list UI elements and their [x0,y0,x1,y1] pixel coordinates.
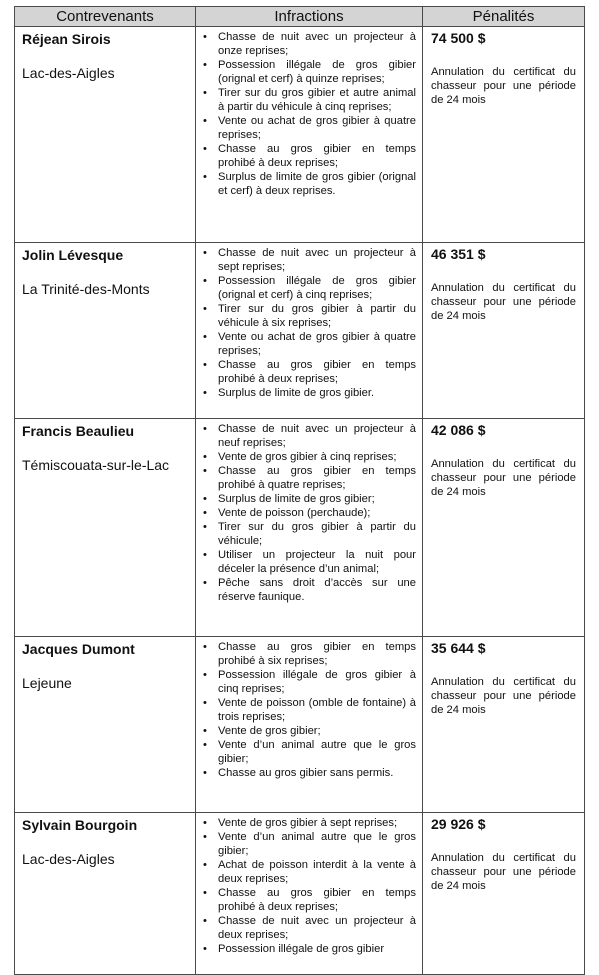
infraction-item: • Vente d’un animal autre que le gros gibier; [203,830,416,858]
offender-cell [15,27,196,243]
penalty-note: Annulation du certificat du chasseur pour une période de 24 mois [431,66,576,106]
offender-cell [15,813,196,975]
infraction-item: • Chasse au gros gibier en temps prohibé à deux reprises; [203,886,416,914]
penalty-cell [423,637,585,813]
infraction-item: • Chasse de nuit avec un projecteur à onze reprises; [203,30,416,58]
offender-name: Sylvain Bourgoin [22,817,138,833]
infraction-item: • Chasse de nuit avec un projecteur à neuf reprises; [203,422,416,450]
infractions-cell [196,27,423,243]
offender-name: Francis Beaulieu [22,423,135,439]
infraction-item: • Vente d’un animal autre que le gros gibier; [203,738,416,766]
infraction-item: • Chasse de nuit avec un projecteur à deux reprises; [203,914,416,942]
infraction-item: • Surplus de limite de gros gibier (orignal et cerf) à deux reprises. [203,170,416,198]
infraction-item: • Possession illégale de gros gibier (orignal et cerf) à cinq reprises; [203,274,416,302]
penalty-amount: 74 500 $ [431,30,486,46]
infraction-item: • Tirer sur du gros gibier à partir du véhicule; [203,520,416,548]
infractions-cell [196,243,423,419]
infraction-item: • Tirer sur du gros gibier à partir du véhicule à six reprises; [203,302,416,330]
table-row [15,243,585,419]
infraction-item: • Vente de gros gibier à cinq reprises; [203,450,416,464]
header-penalties: Pénalités [423,7,585,27]
offenders-table [14,6,585,975]
infractions-cell [196,637,423,813]
offender-name: Jolin Lévesque [22,247,124,263]
infractions-list [203,640,416,780]
table-row [15,637,585,813]
infraction-item: • Possession illégale de gros gibier (orignal et cerf) à quinze reprises; [203,58,416,86]
offender-name: Jacques Dumont [22,641,135,657]
offender-cell [15,419,196,637]
infraction-item: • Chasse au gros gibier en temps prohibé à quatre reprises; [203,464,416,492]
penalty-cell [423,243,585,419]
offender-place: Lac-des-Aigles [22,65,115,81]
infraction-item: • Chasse de nuit avec un projecteur à sept reprises; [203,246,416,274]
infraction-item: • Chasse au gros gibier en temps prohibé à deux reprises; [203,142,416,170]
infraction-item: • Chasse au gros gibier en temps prohibé à six reprises; [203,640,416,668]
penalty-amount: 46 351 $ [431,246,486,262]
infraction-item: • Chasse au gros gibier en temps prohibé à deux reprises; [203,358,416,386]
infraction-item: • Vente ou achat de gros gibier à quatre reprises; [203,330,416,358]
infractions-list [203,816,416,956]
offender-place: Lac-des-Aigles [22,851,115,867]
infractions-cell [196,419,423,637]
header-row [15,7,585,27]
infraction-item: • Vente ou achat de gros gibier à quatre reprises; [203,114,416,142]
offender-cell [15,637,196,813]
penalty-amount: 35 644 $ [431,640,486,656]
penalty-cell [423,813,585,975]
penalty-note: Annulation du certificat du chasseur pour une période de 24 mois [431,282,576,322]
offender-place: Témiscouata-sur-le-Lac [22,457,170,473]
penalty-cell [423,419,585,637]
offender-name: Réjean Sirois [22,31,111,47]
infraction-item: • Achat de poisson interdit à la vente à deux reprises; [203,858,416,886]
infractions-cell [196,813,423,975]
header-offenders: Contrevenants [15,7,196,27]
infraction-item: • Vente de poisson (omble de fontaine) à trois reprises; [203,696,416,724]
infraction-item: • Surplus de limite de gros gibier. [203,386,416,400]
offender-cell [15,243,196,419]
penalty-note: Annulation du certificat du chasseur pour une période de 24 mois [431,676,576,716]
infraction-item: • Possession illégale de gros gibier à cinq reprises; [203,668,416,696]
infraction-item: • Chasse au gros gibier sans permis. [203,766,416,780]
header-infractions: Infractions [196,7,423,27]
table-row [15,813,585,975]
offender-place: Lejeune [22,675,72,691]
penalty-amount: 42 086 $ [431,422,486,438]
infraction-item: • Surplus de limite de gros gibier; [203,492,416,506]
infraction-item: • Tirer sur du gros gibier et autre animal à partir du véhicule à cinq reprises; [203,86,416,114]
infractions-list [203,422,416,604]
penalty-amount: 29 926 $ [431,816,486,832]
infraction-item: • Utiliser un projecteur la nuit pour déceler la présence d’un animal; [203,548,416,576]
infraction-item: • Possession illégale de gros gibier [203,942,416,956]
table-row [15,27,585,243]
infractions-list [203,30,416,198]
infraction-item: • Vente de gros gibier à sept reprises; [203,816,416,830]
infraction-item: • Vente de gros gibier; [203,724,416,738]
penalty-note: Annulation du certificat du chasseur pour une période de 24 mois [431,458,576,498]
penalty-cell [423,27,585,243]
penalty-note: Annulation du certificat du chasseur pour une période de 24 mois [431,852,576,892]
table-row [15,419,585,637]
infraction-item: • Vente de poisson (perchaude); [203,506,416,520]
offender-place: La Trinité-des-Monts [22,281,150,297]
infractions-list [203,246,416,400]
infraction-item: • Pêche sans droit d’accès sur une réserve faunique. [203,576,416,604]
